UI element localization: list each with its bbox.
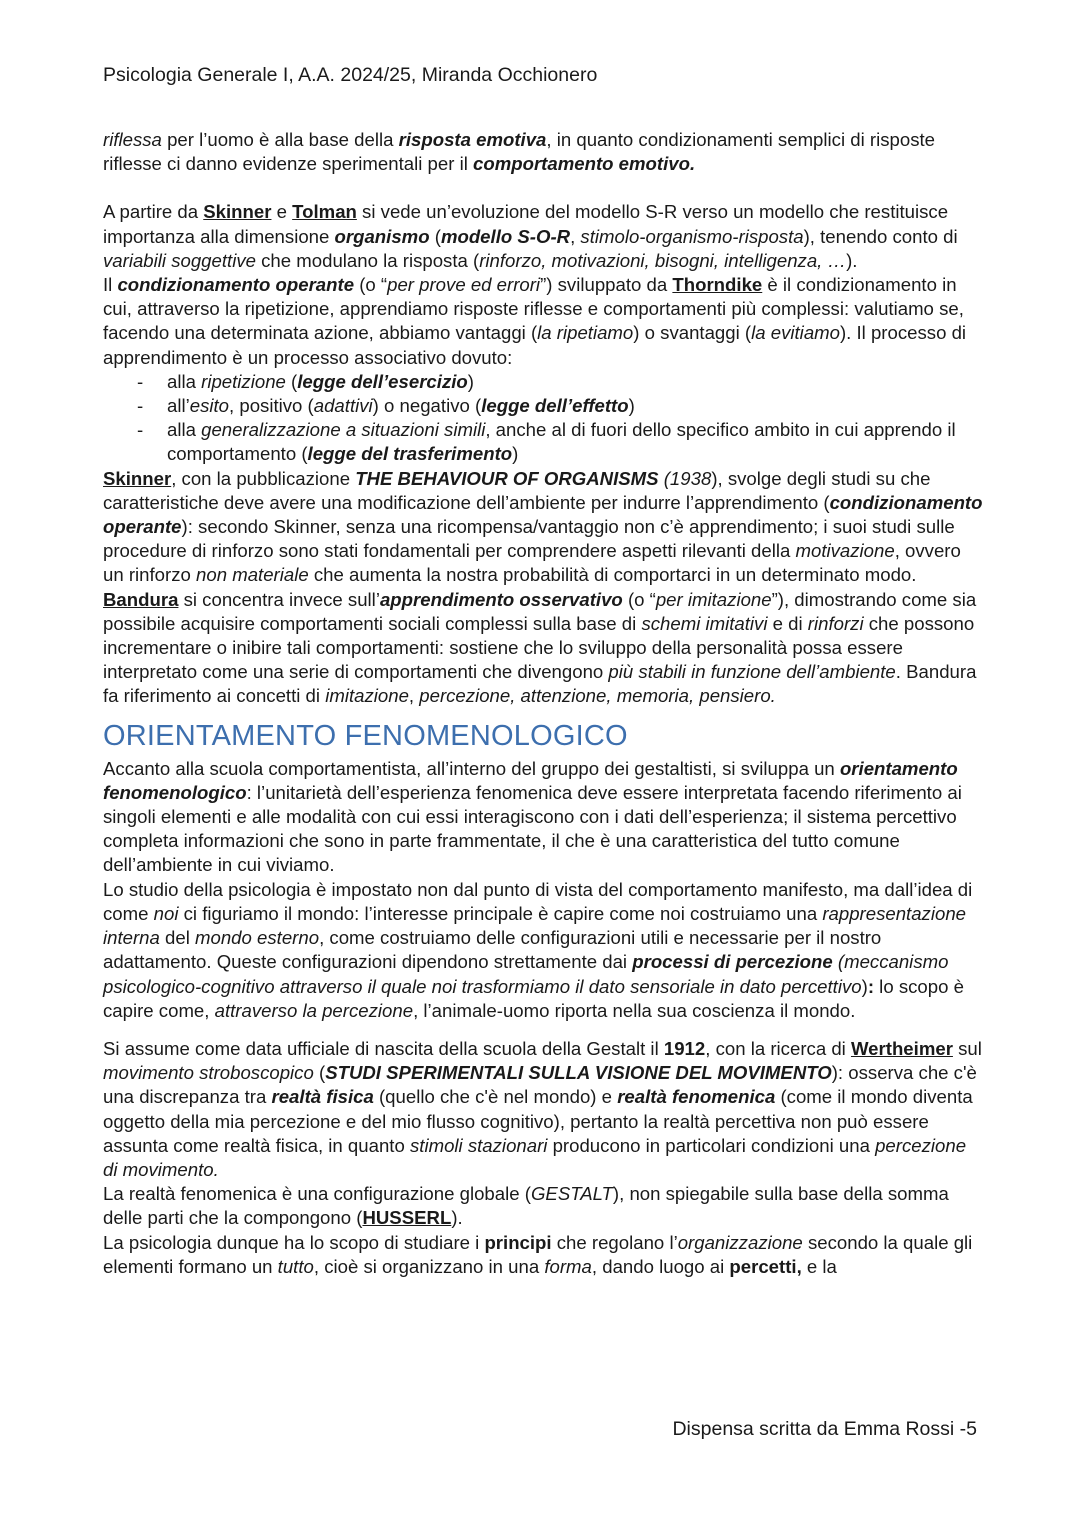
paragraph-modello-sor: A partire da Skinner e Tolman si vede un’evoluzione del modello S-R verso un modello che restituisce importanza alla dimensione organismo (modello S-O-R, stimolo-organismo-risposta), tenendo conto di variabili soggettive che modulano la risposta (rinforzo, motivazioni, bisogni, intelligenza, …).	[103, 201, 958, 271]
paragraph-realta-fenomenica: La realtà fenomenica è una configurazione globale (GESTALT), non spiegabile sulla base della somma delle parti che la compongono (HUSSERL).	[103, 1183, 949, 1229]
section-heading: ORIENTAMENTO FENOMENOLOGICO	[103, 719, 628, 752]
name-skinner: Skinner	[203, 201, 272, 223]
page-header: Psicologia Generale I, A.A. 2024/25, Miranda Occhionero	[103, 64, 598, 86]
name-wertheimer: Wertheimer	[850, 1037, 953, 1059]
paragraph-gestalt: Si assume come data ufficiale di nascita della scuola della Gestalt il 1912, con la ricerca di Wertheimer sul movimento stroboscopico (STUDI SPERIMENTALI SULLA VISIONE DEL MOVIMENTO): osserva che c'è una discrepanza tra realtà fisica (quello che c'è nel mondo) e realtà fenomenica (come il mondo diventa oggetto della mia percezione e del mio flusso cognitivo), pertanto la realtà percettiva non può essere assunta come realtà fisica, in quanto stimoli stazionari producono in particolari condizioni una percezione di movimento.	[103, 1037, 982, 1180]
document-body	[103, 128, 983, 1279]
paragraph-orientamento: Accanto alla scuola comportamentista, all’interno del gruppo dei gestaltisti, si sviluppa un orientamento fenomenologico: l’unitarietà dell’esperienza fenomenica deve essere interpretata facendo riferimento ai singoli elementi e alle modalità con cui essi interagiscono con i dati dell’esperienza; il sistema percettivo completa informazioni che sono in parte frammentate, il che è una caratteristica del tutto comune dell’ambiente in cui viviamo.	[103, 757, 962, 876]
name-skinner: Skinner	[103, 467, 172, 489]
paragraph-risposta-emotiva: riflessa per l’uomo è alla base della risposta emotiva, in quanto condizionamenti semplici di risposte riflesse ci danno evidenze sperimentali per il comportamento emotivo.	[103, 129, 935, 175]
name-thorndike: Thorndike	[672, 274, 763, 296]
paragraph-studio-psicologia: Lo studio della psicologia è impostato non dal punto di vista del comportamento manifesto, ma dall’idea di come noi ci figuriamo il mondo: l’interesse principale è capire come noi costruiamo una rappresentazione interna del mondo esterno, come costruiamo delle configurazioni utili e necessarie per il nostro adattamento. Queste configurazioni dipendono strettamente dai processi di percezione (meccanismo psicologico-cognitivo attraverso il quale noi trasformiamo il dato sensoriale in dato percettivo): lo scopo è capire come, attraverso la percezione, l’animale-uomo riporta nella sua coscienza il mondo.	[103, 878, 973, 1021]
paragraph-condizionamento-operante: Il condizionamento operante (o “per prove ed errori”) sviluppato da Thorndike è il condizionamento in cui, attraverso la ripetizione, apprendiamo risposte riflesse e comportamenti più complessi: valutiamo se, facendo una determinata azione, abbiamo vantaggi (la ripetiamo) o svantaggi (la evitiamo). Il processo di apprendimento è un processo associativo dovuto:	[103, 274, 967, 368]
paragraph-principi: La psicologia dunque ha lo scopo di studiare i principi che regolano l’organizzazione secondo la quale gli elementi formano un tutto, cioè si organizzano in una forma, dando luogo ai percetti, e la	[103, 1231, 973, 1277]
name-husserl: HUSSERL	[362, 1207, 452, 1229]
paragraph-bandura: Bandura si concentra invece sull’apprendimento osservativo (o “per imitazione”), dimostrando come sia possibile acquisire comportamenti sociali complessi sulla base di schemi imitativi e di rinforzi che possono incrementare o inibire tali comportamenti: sostiene che lo sviluppo della personalità possa essere interpretato come una serie di comportamenti che divengono più stabili in funzione dell’ambiente. Bandura fa riferimento ai concetti di imitazione, percezione, attenzione, memoria, pensiero.	[103, 588, 977, 707]
paragraph-skinner: Skinner, con la pubblicazione THE BEHAVIOUR OF ORGANISMS (1938), svolge degli studi su che caratteristiche deve avere una modificazione dell’ambiente per indurre l’apprendimento (condizionamento operante): secondo Skinner, senza una ricompensa/vantaggio non c’è apprendimento; i suoi studi sulle procedure di rinforzo sono stati fondamentali per comprendere aspetti rilevanti della motivazione, ovvero un rinforzo non materiale che aumenta la nostra probabilità di comportarci in un determinato modo.	[103, 467, 983, 586]
list-item: - alla ripetizione (legge dell’esercizio)	[167, 370, 983, 394]
page-footer: Dispensa scritta da Emma Rossi -5	[672, 1418, 977, 1440]
list-item: - alla generalizzazione a situazioni simili, anche al di fuori dello specifico ambito in cui apprendo il comportamento (legge del trasferimento)	[167, 418, 983, 466]
name-bandura: Bandura	[103, 588, 179, 610]
name-tolman: Tolman	[292, 201, 357, 223]
list-item: - all’esito, positivo (adattivi) o negativo (legge dell’effetto)	[167, 394, 983, 418]
laws-list	[103, 370, 983, 467]
